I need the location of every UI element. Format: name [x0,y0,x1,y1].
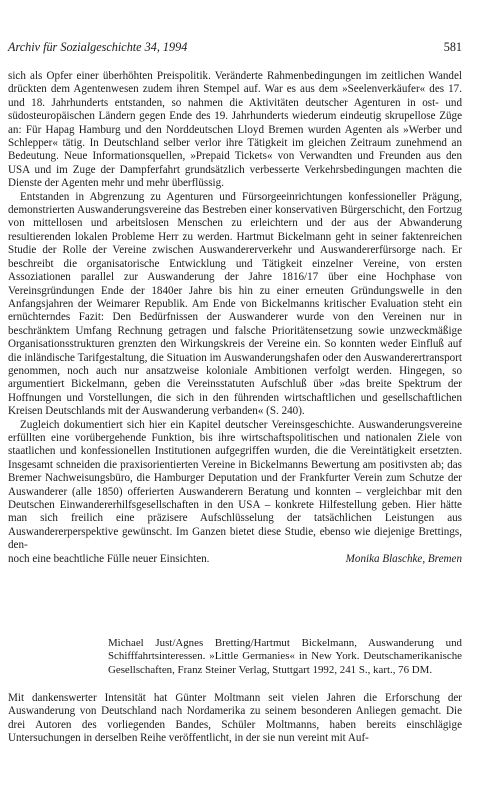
closing-text: noch eine beachtliche Fülle neuer Einsichten. [8,552,210,565]
paragraph-3: Zugleich dokumentiert sich hier ein Kapitel deutscher Vereinsgeschichte. Auswanderungsvereine erfüllten eine vorübergehende Funktion, bis ihre wirtschaftspolitischen und nationalen Ziele von staatlichen und konfessionellen Institutionen aufgegriffen wurden, die die Vereintätigkeit ersetzten. Insgesamt schneiden die praxisorientierten Vereine in Bickelmanns Bewertung am positivsten ab; das Bremer Nachweisungsbüro, die Hamburger Deputation und der Frankfurter Verein zum Schutze der Auswanderer (alle 1850) offerierten Auswanderern Beratung und konnten – vergleichbar mit den Deutschen Einwandererhilfsgesellschaften in den USA – konkrete Hilfestellung geben. Hier hätte man sich freilich eine präzisere Aufschlüsselung der tatsächlichen Leistungen aus Auswandererperspektive gewünscht. Im Ganzen bietet diese Studie, ebenso wie diejenige Brettings, den- [8,418,462,552]
journal-title: Archiv für Sozialgeschichte 34, 1994 [8,40,188,54]
next-review-paragraph: Mit dankenswerter Intensität hat Günter Moltmann seit vielen Jahren die Erforschung der Auswanderung von Deutschland nach Nordamerika zu seinem besonderen Anliegen gemacht. Die drei Autoren des vorliegenden Bandes, Schüler Moltmanns, haben bereits einschlägige Untersuchungen in derselben Reihe veröffentlicht, in der sie nun vereint mit Auf- [8,692,462,745]
reviewer-signature: Monika Blaschke, Bremen [345,552,462,565]
next-review-body [8,692,462,746]
paragraph-1: sich als Opfer einer überhöhten Preispolitik. Veränderte Rahmenbedingungen im zeitlichen Wandel drückten dem Agentenwesen zudem ihren Stempel auf. War es aus dem »Seelenverkäufer« des 17. und 18. Jahrhunderts entstanden, so nahmen die Aktivitäten deutscher Agenturen in ost- und südosteuropäischen Ländern gegen Ende des 19. Jahrhunderts wiederum eindeutig skrupellose Züge an: Für Hapag Hamburg und den Norddeutschen Lloyd Bremen wurden Agenten als »Werber und Schlepper« tätig. In Deutschland selber verlor ihre Tätigkeit im gleichen Zeitraum zunehmend an Bedeutung. Neue Informationsquellen, »Prepaid Tickets« von Verwandten und Freunden aus den USA und im Zuge der Dampferfahrt grundsätzlich verbesserte Verkehrsbedingungen machten die Dienste der Agenten mehr und mehr überflüssig. [8,70,462,190]
closing-line [8,553,462,566]
page-number: 581 [443,40,462,54]
article-body [8,70,462,566]
book-citation: Michael Just/Agnes Bretting/Hartmut Bickelmann, Auswanderung und Schifffahrtsinteressen. »Little Germanies« in New York. Deutschamerikanische Gesellschaften, Franz Steiner Verlag, Stuttgart 1992, 241 S., kart., 76 DM. [108,637,462,676]
paragraph-2: Entstanden in Abgrenzung zu Agenturen und Fürsorgeeinrichtungen konfessioneller Prägung, demonstrierten Auswanderungsvereine das Bestreben einer konservativen Bürgerschicht, den Fortzug von mittellosen und arbeitslosen Menschen zu erleichtern und der aus der Abwanderung resultierenden lokalen Probleme Herr zu werden. Hartmut Bickelmann geht in seiner faktenreichen Studie der Rolle der Vereine zwischen Auswandererverkehr und Auswandererfürsorge nach. Er beschreibt die organisatorische Entwicklung und Tätigkeit einzelner Vereine, von ersten Assoziationen parallel zur Auswanderung der Jahre 1816/17 über eine Hochphase von Vereinsgründungen Ende der 1840er Jahre bis hin zu einer erneuten Gründungswelle in den Anfangsjahren der Weimarer Republik. Am Ende von Bickelmanns kritischer Evaluation steht ein ernüchterndes Fazit: Den Bedürfnissen der Auswanderer wurde von den Vereinen nur in beschränktem Umfang Rechnung getragen und falsche Prioritätensetzung sowie unzweckmäßige Organisationsstrukturen grenzten den Wirkungskreis der Vereine ein. So konnten weder Einfluß auf die inländische Tarifgestaltung, die Situation im Auswanderungshafen oder den Auswanderertransport genommen, noch auch nur ansatzweise koloniale Ambitionen verfolgt werden. Hingegen, so argumentiert Bickelmann, geben die Vereinsstatuten Aufschluß über »das breite Spektrum der Hoffnungen und Vorstellungen, die sich in den führenden wirtschaftlichen und gesellschaftlichen Kreisen Deutschlands mit der Auswanderung verbanden« (S. 240). [8,190,462,418]
running-header [8,40,462,56]
